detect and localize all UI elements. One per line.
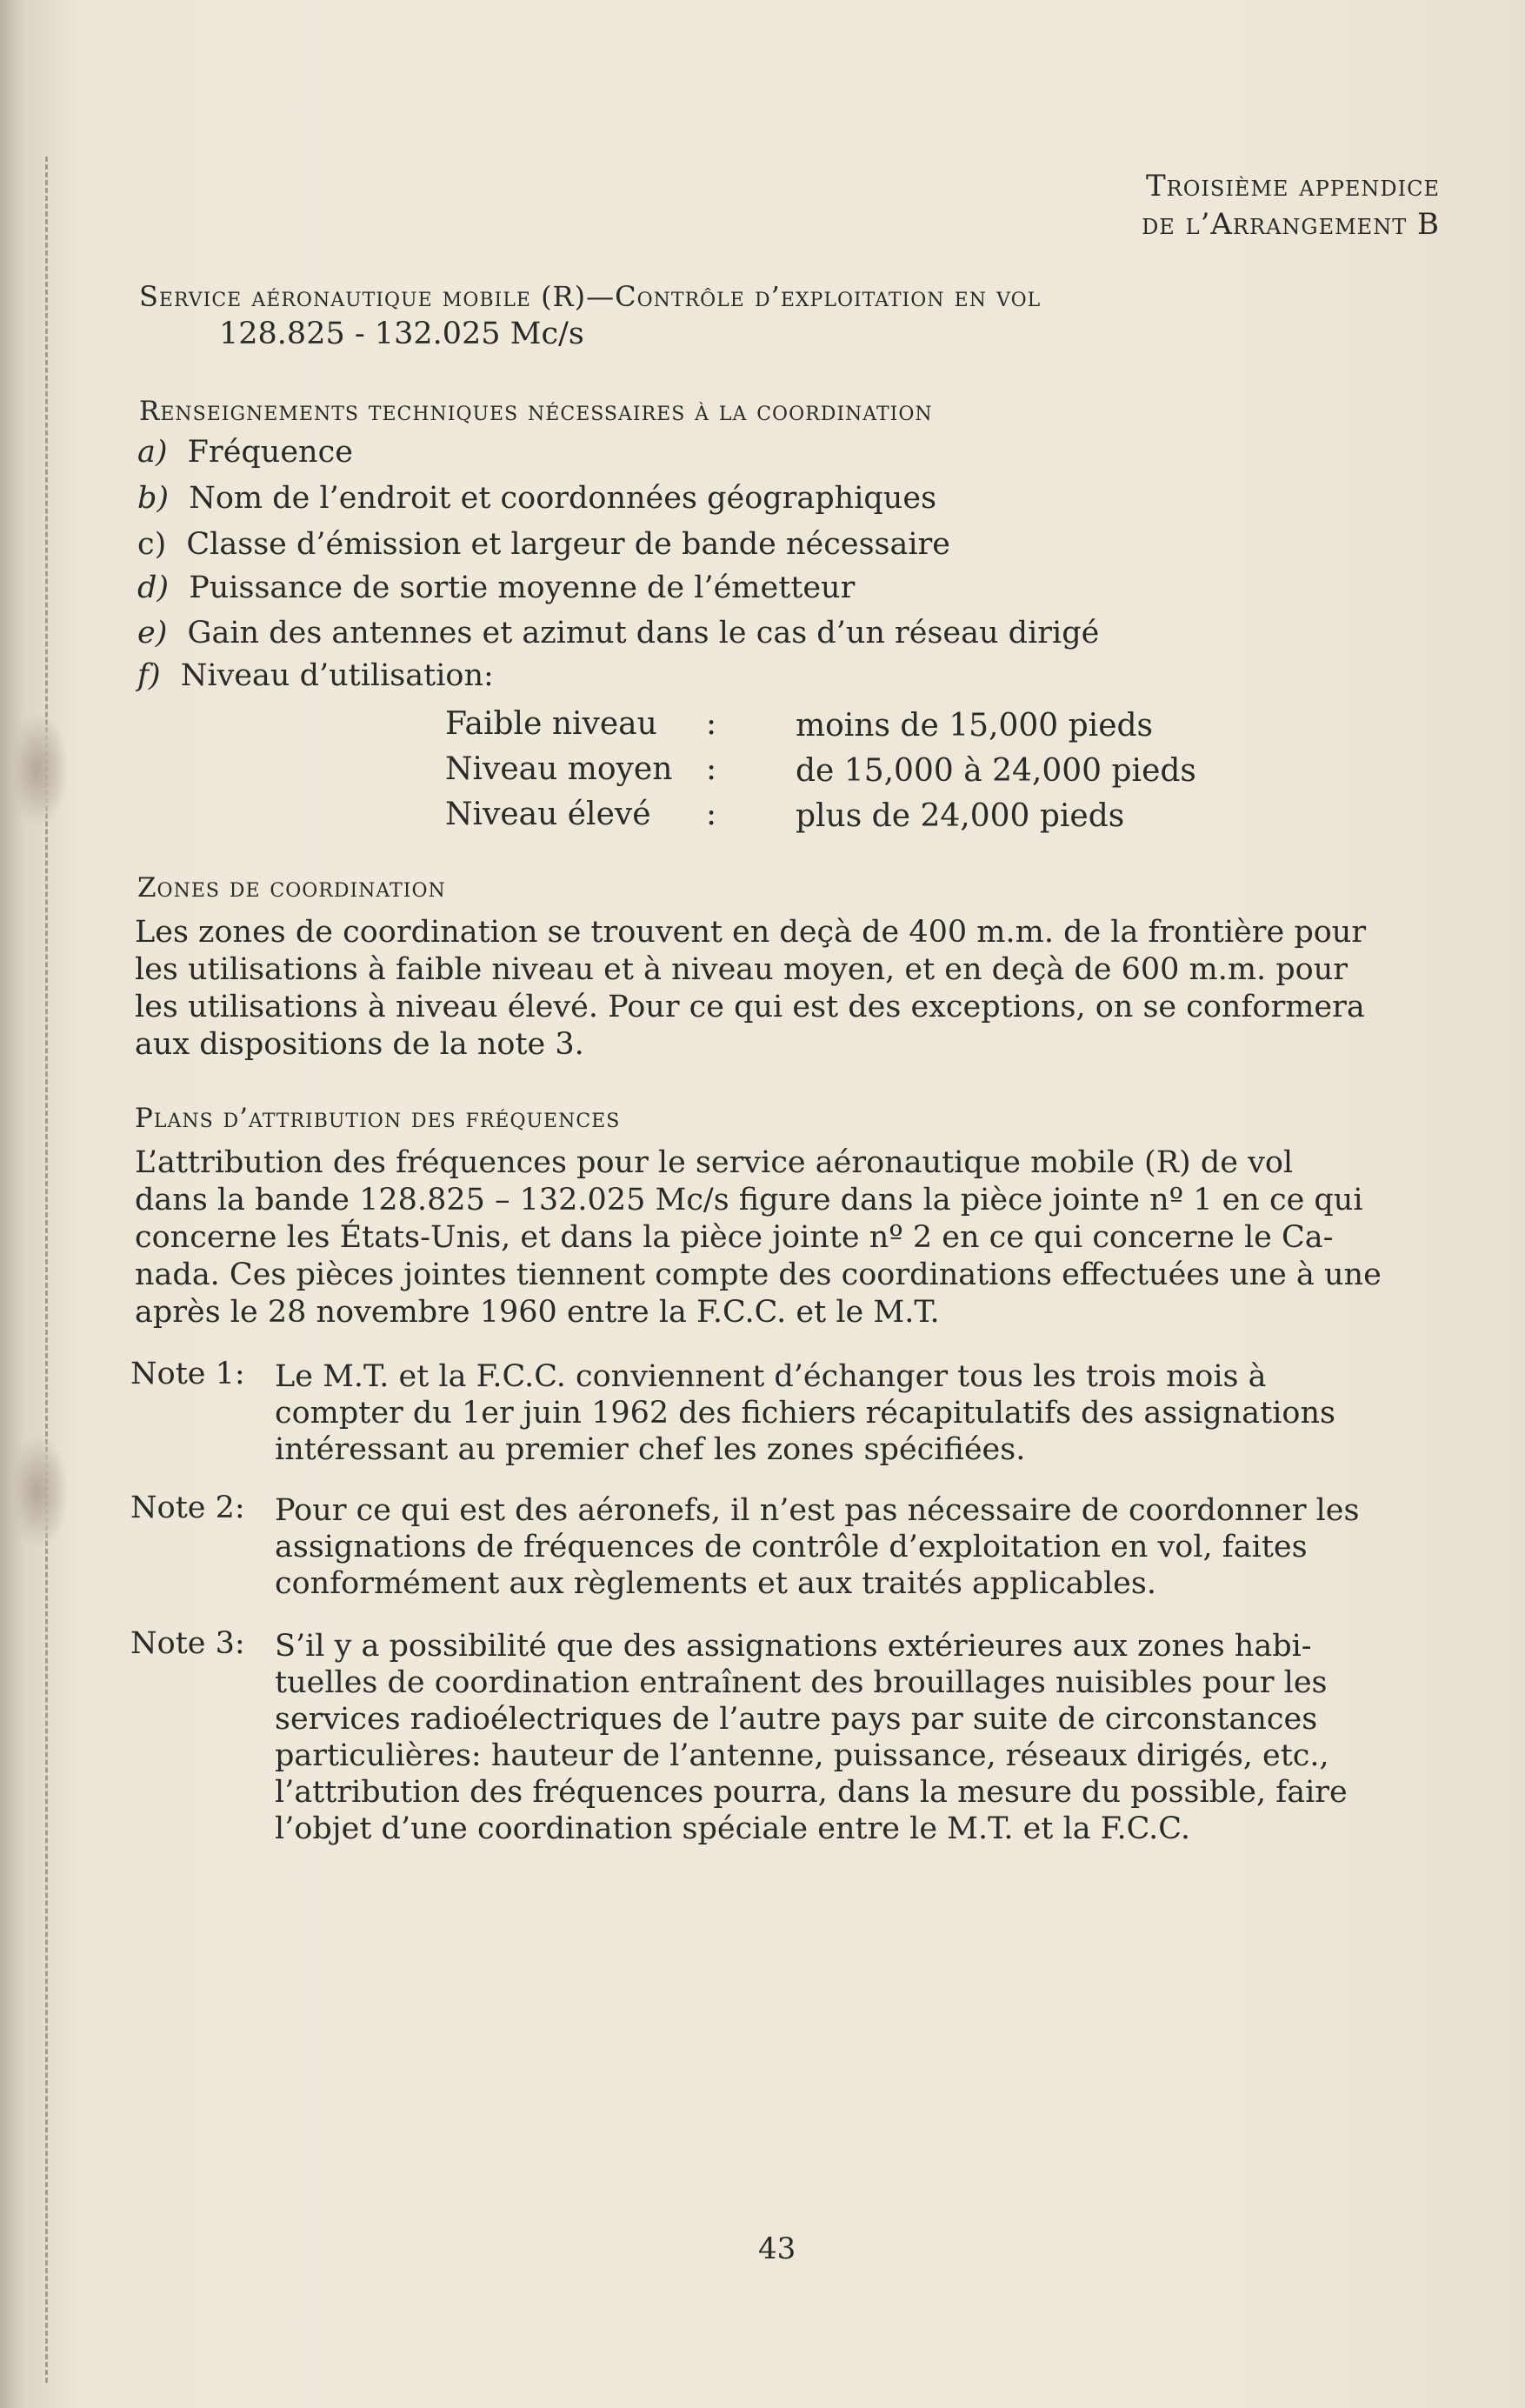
service-title-frequency: 128.825 - 132.025 Mc/s	[219, 317, 584, 351]
level-colon: :	[706, 797, 717, 832]
tech-info-item	[137, 658, 494, 693]
plans-heading: Plans d’attribution des fréquences	[135, 1103, 621, 1134]
note-label: Note 1:	[130, 1357, 245, 1391]
note-line: intéressant au premier chef les zones spécifiées.	[275, 1432, 1026, 1467]
note-line: services radioélectriques de l’autre pays par suite de circonstances	[275, 1702, 1318, 1737]
level-value: plus de 24,000 pieds	[796, 798, 1125, 834]
item-mark: f)	[137, 658, 161, 693]
item-text: Nom de l’endroit et coordonnées géographiques	[189, 481, 937, 516]
item-mark: c)	[137, 527, 167, 562]
tech-info-item	[137, 570, 855, 605]
note-text	[275, 1628, 1448, 1847]
service-title-line1: Service aéronautique mobile (R)—Contrôle d’exploitation en vol	[139, 280, 1042, 313]
item-text: Classe d’émission et largeur de bande nécessaire	[186, 527, 950, 562]
zones-line: Les zones de coordination se trouvent en deçà de 400 m.m. de la frontière pour	[135, 915, 1367, 950]
note-label: Note 2:	[130, 1491, 245, 1525]
item-text: Gain des antennes et azimut dans le cas d’un réseau dirigé	[187, 616, 1100, 650]
tech-info-item	[137, 435, 353, 470]
note-line: l’objet d’une coordination spéciale entre le M.T. et la F.C.C.	[275, 1811, 1190, 1846]
item-text: Fréquence	[187, 435, 353, 470]
appendix-header-line2: de l’Arrangement B	[1142, 207, 1440, 242]
zones-line: les utilisations à faible niveau et à niveau moyen, et en deçà de 600 m.m. pour	[135, 952, 1349, 987]
note-line: assignations de fréquences de contrôle d’exploitation en vol, faites	[275, 1530, 1308, 1564]
item-mark: e)	[137, 616, 168, 650]
item-mark: b)	[137, 481, 170, 516]
plans-line: après le 28 novembre 1960 entre la F.C.C. et le M.T.	[135, 1295, 940, 1330]
page-binding-stitches	[45, 157, 53, 2383]
tech-info-heading: Renseignements techniques nécessaires à la coordination	[139, 396, 933, 427]
level-label: Faible niveau	[445, 706, 657, 742]
staple-hole-lower	[7, 1435, 68, 1548]
level-colon: :	[706, 706, 717, 742]
note-text	[275, 1358, 1448, 1468]
item-mark: a)	[137, 435, 168, 470]
plans-line: concerne les États-Unis, et dans la pièce jointe nº 2 en ce qui concerne le Ca-	[135, 1220, 1334, 1255]
note-line: Le M.T. et la F.C.C. conviennent d’échanger tous les trois mois à	[275, 1359, 1267, 1394]
item-mark: d)	[137, 570, 170, 605]
level-colon: :	[706, 751, 717, 787]
zones-line: aux dispositions de la note 3.	[135, 1027, 584, 1062]
note-text	[275, 1492, 1448, 1602]
item-text: Puissance de sortie moyenne de l’émetteur	[189, 570, 856, 605]
appendix-header-line1: Troisième appendice	[1145, 169, 1440, 203]
page-number: 43	[758, 2231, 796, 2266]
plans-paragraph	[135, 1144, 1448, 1331]
zones-paragraph	[135, 914, 1448, 1064]
plans-line: nada. Ces pièces jointes tiennent compte des coordinations effectuées une à une	[135, 1257, 1382, 1292]
plans-line: dans la bande 128.825 – 132.025 Mc/s figure dans la pièce jointe nº 1 en ce qui	[135, 1183, 1363, 1217]
zones-heading: Zones de coordination	[137, 872, 446, 904]
level-label: Niveau moyen	[445, 751, 673, 787]
appendix-header	[1142, 167, 1440, 243]
tech-info-item	[137, 527, 950, 562]
note-line: conformément aux règlements et aux traités applicables.	[275, 1566, 1156, 1601]
note-line: Pour ce qui est des aéronefs, il n’est pas nécessaire de coordonner les	[275, 1493, 1360, 1528]
tech-info-item	[137, 481, 936, 516]
level-value: moins de 15,000 pieds	[796, 708, 1154, 744]
note-label: Note 3:	[130, 1626, 245, 1661]
item-text: Niveau d’utilisation:	[180, 658, 494, 693]
level-value: de 15,000 à 24,000 pieds	[796, 753, 1196, 789]
tech-info-item	[137, 616, 1099, 650]
note-line: particulières: hauteur de l’antenne, puissance, réseaux dirigés, etc.,	[275, 1738, 1329, 1773]
level-label: Niveau élevé	[445, 797, 651, 832]
note-line: compter du 1er juin 1962 des fichiers récapitulatifs des assignations	[275, 1396, 1335, 1431]
note-line: tuelles de coordination entraînent des brouillages nuisibles pour les	[275, 1665, 1328, 1700]
note-line: S’il y a possibilité que des assignations extérieures aux zones habi-	[275, 1629, 1312, 1664]
staple-hole-upper	[7, 713, 68, 826]
plans-line: L’attribution des fréquences pour le service aéronautique mobile (R) de vol	[135, 1145, 1294, 1180]
note-line: l’attribution des fréquences pourra, dans la mesure du possible, faire	[275, 1775, 1348, 1810]
zones-line: les utilisations à niveau élevé. Pour ce qui est des exceptions, on se conformera	[135, 990, 1365, 1024]
